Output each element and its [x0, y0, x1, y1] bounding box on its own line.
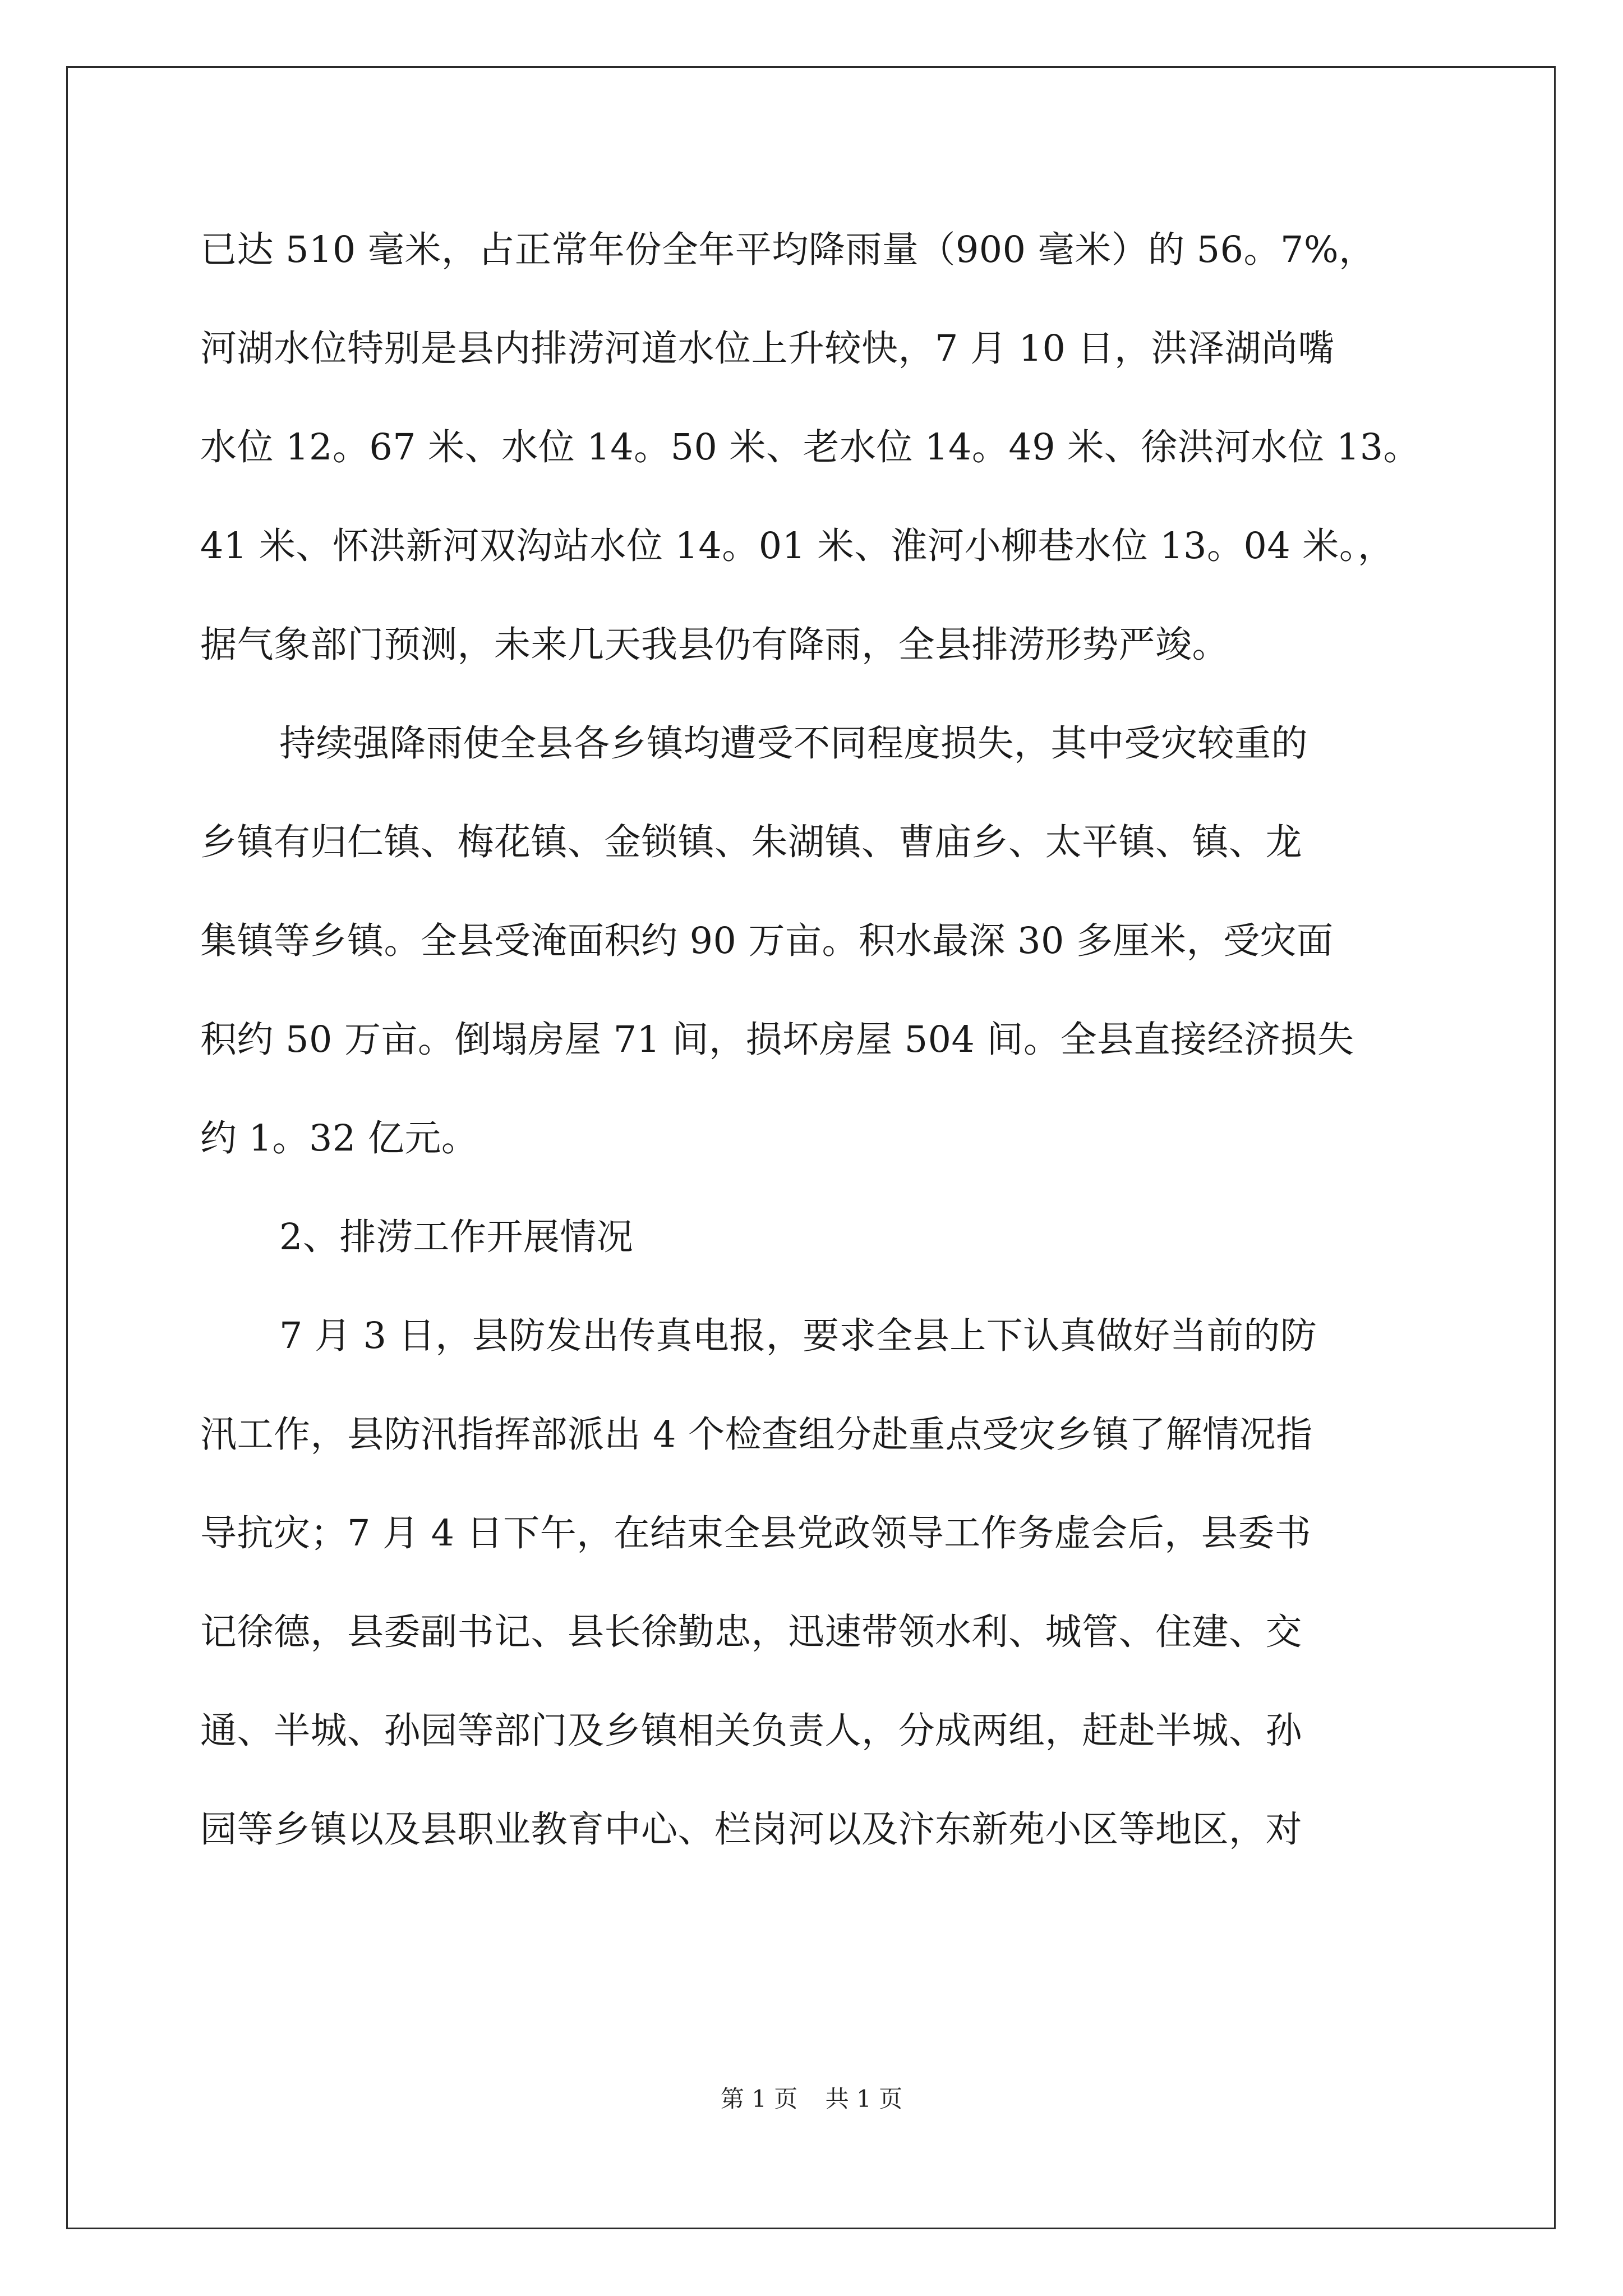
paragraph-line: 园等乡镇以及县职业教育中心、栏岗河以及汴东新苑小区等地区，对 — [200, 1809, 1303, 1851]
paragraph-line: 7 月 3 日，县防发出传真电报，要求全县上下认真做好当前的防 — [279, 1315, 1317, 1357]
paragraph-line: 41 米、怀洪新河双沟站水位 14。01 米、淮河小柳巷水位 13。04 米。， — [200, 525, 1395, 567]
paragraph-line: 已达 510 毫米，占正常年份全年平均降雨量（900 毫米）的 56。7%， — [200, 229, 1376, 271]
page-footer — [0, 2082, 1623, 2116]
paragraph-line: 乡镇有归仁镇、梅花镇、金锁镇、朱湖镇、曹庙乡、太平镇、镇、龙 — [200, 821, 1303, 863]
paragraph-line: 记徐德，县委副书记、县长徐勤忠，迅速带领水利、城管、住建、交 — [200, 1611, 1303, 1653]
paragraph-line: 据气象部门预测，未来几天我县仍有降雨，全县排涝形势严竣。 — [200, 624, 1229, 666]
paragraph-line: 水位 12。67 米、水位 14。50 米、老水位 14。49 米、徐洪河水位 13。 — [200, 426, 1421, 468]
section-heading: 2、排涝工作开展情况 — [279, 1216, 634, 1258]
page-number-current: 第 1 页 — [720, 2085, 798, 2113]
paragraph-line: 导抗灾；7 月 4 日下午，在结束全县党政领导工作务虚会后，县委书 — [200, 1512, 1312, 1554]
paragraph-line: 汛工作，县防汛指挥部派出 4 个检查组分赴重点受灾乡镇了解情况指 — [200, 1414, 1313, 1456]
paragraph-line: 集镇等乡镇。全县受淹面积约 90 万亩。积水最深 30 多厘米，受灾面 — [200, 920, 1334, 962]
paragraph-line: 约 1。32 亿元。 — [200, 1117, 478, 1159]
paragraph-line: 河湖水位特别是县内排涝河道水位上升较快，7 月 10 日，洪泽湖尚嘴 — [200, 328, 1335, 370]
paragraph-line: 持续强降雨使全县各乡镇均遭受不同程度损失，其中受灾较重的 — [279, 723, 1308, 765]
paragraph-line: 通、半城、孙园等部门及乡镇相关负责人，分成两组，赶赴半城、孙 — [200, 1710, 1303, 1752]
paragraph-line: 积约 50 万亩。倒塌房屋 71 间，损坏房屋 504 间。全县直接经济损失 — [200, 1019, 1354, 1061]
page-number-total: 共 1 页 — [825, 2085, 903, 2113]
